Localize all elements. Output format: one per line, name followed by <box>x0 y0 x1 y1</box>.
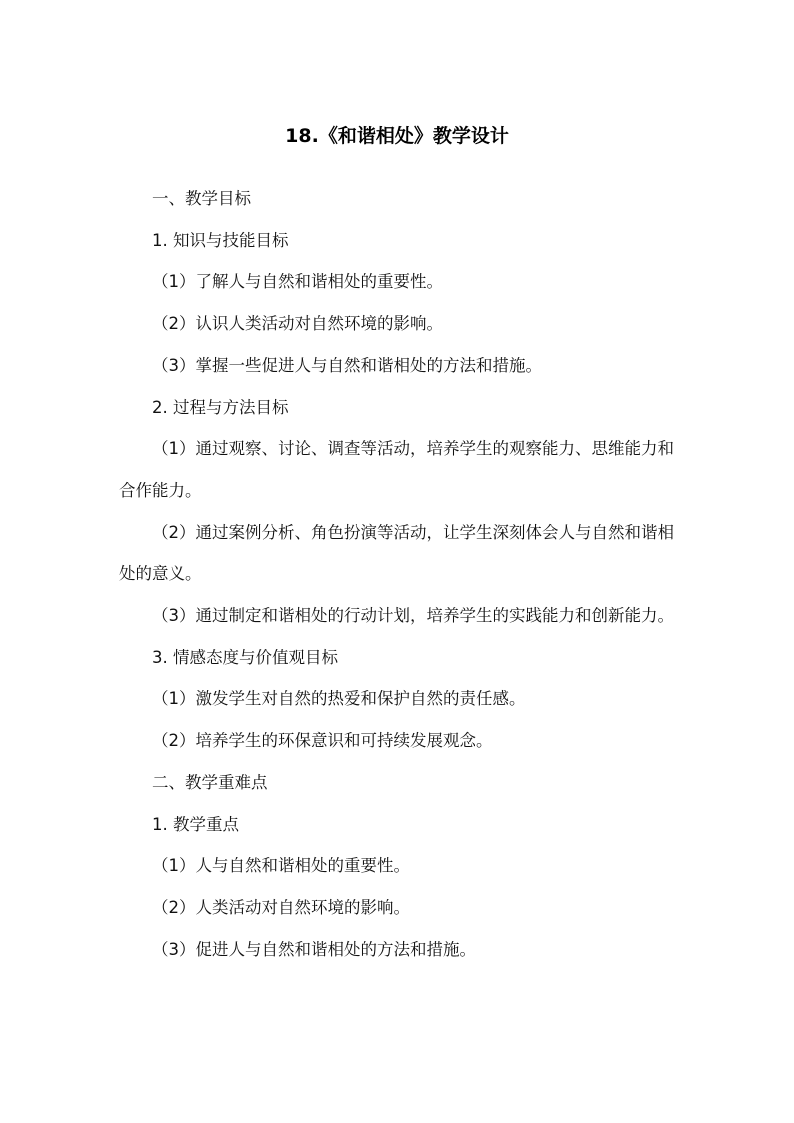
section-heading-key-points: 二、教学重难点 <box>152 772 268 792</box>
list-item: （3）掌握一些促进人与自然和谐相处的方法和措施。 <box>152 355 542 375</box>
list-item: （2）通过案例分析、角色扮演等活动，让学生深刻体会人与自然和谐相处的意义。 <box>119 522 674 584</box>
subheading-teaching-focus: 1. 教学重点 <box>152 814 239 834</box>
list-item: （3）促进人与自然和谐相处的方法和措施。 <box>152 939 476 959</box>
list-item: （1）人与自然和谐相处的重要性。 <box>152 856 410 876</box>
subheading-knowledge-skills: 1. 知识与技能目标 <box>152 230 289 250</box>
list-item: （1）激发学生对自然的热爱和保护自然的责任感。 <box>152 689 526 709</box>
list-item: （1）通过观察、讨论、调查等活动，培养学生的观察能力、思维能力和合作能力。 <box>119 439 674 500</box>
document-body <box>119 178 679 970</box>
subheading-process-methods: 2. 过程与方法目标 <box>152 397 289 417</box>
section-heading-objectives: 一、教学目标 <box>152 189 251 208</box>
list-item: （3）通过制定和谐相处的行动计划，培养学生的实践能力和创新能力。 <box>152 606 674 626</box>
list-item: （1）了解人与自然和谐相处的重要性。 <box>152 272 443 292</box>
list-item: （2）认识人类活动对自然环境的影响。 <box>152 314 443 334</box>
list-item: （2）培养学生的环保意识和可持续发展观念。 <box>152 731 493 751</box>
document-title: 18.《和谐相处》教学设计 <box>285 125 509 147</box>
subheading-emotion-values: 3. 情感态度与价值观目标 <box>152 647 338 667</box>
list-item: （2）人类活动对自然环境的影响。 <box>152 897 410 917</box>
